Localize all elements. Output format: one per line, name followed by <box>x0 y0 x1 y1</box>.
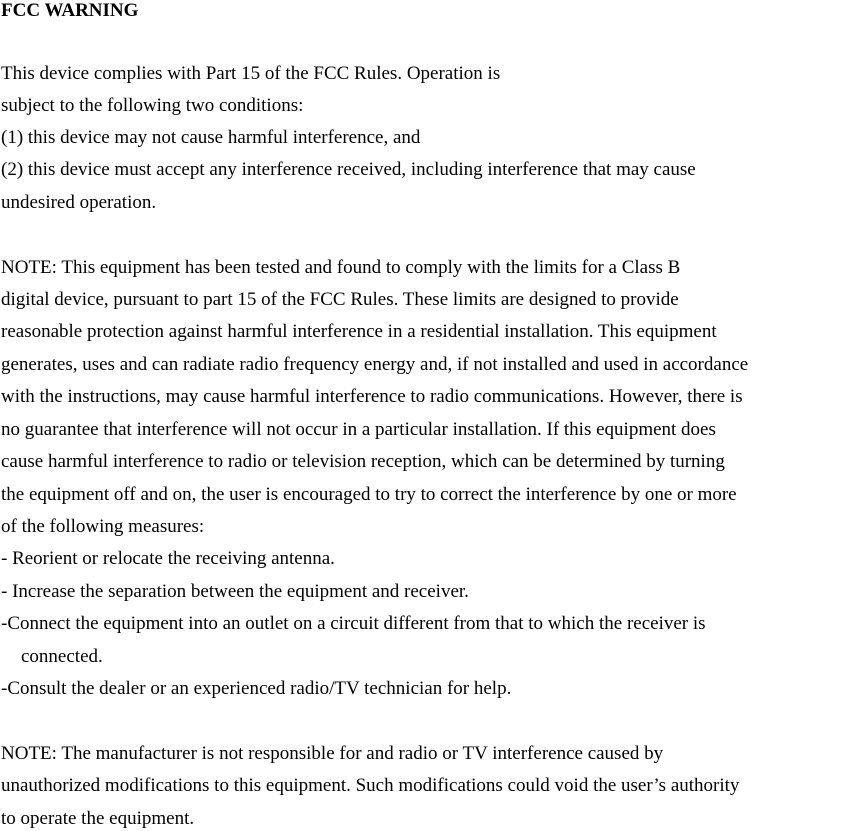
condition-1-line: (1) this device may not cause harmful interference, and <box>1 127 421 148</box>
condition-2-line-cont: undesired operation. <box>1 192 157 213</box>
note-line-5: with the instructions, may cause harmful interference to radio communications. However, there is <box>1 386 743 407</box>
measure-connect-outlet: -Connect the equipment into an outlet on a circuit different from that to which the receiver is <box>1 613 706 634</box>
document-title: FCC WARNING <box>1 0 139 21</box>
measure-increase-separation: - Increase the separation between the equipment and receiver. <box>1 581 469 602</box>
note-line-7: cause harmful interference to radio or television reception, which can be determined by turning <box>1 451 725 472</box>
note-line-6: no guarantee that interference will not occur in a particular installation. If this equipment does <box>1 419 716 440</box>
measure-connect-outlet-cont: connected. <box>21 646 103 667</box>
compliance-line-2: subject to the following two conditions: <box>1 95 304 116</box>
manufacturer-note-line-1: NOTE: The manufacturer is not responsible for and radio or TV interference caused by <box>1 743 664 764</box>
measure-consult-dealer: -Consult the dealer or an experienced radio/TV technician for help. <box>1 678 512 699</box>
note-line-8: the equipment off and on, the user is encouraged to try to correct the interference by one or more <box>1 484 737 505</box>
note-line-1: NOTE: This equipment has been tested and found to comply with the limits for a Class B <box>1 257 681 278</box>
note-line-3: reasonable protection against harmful interference in a residential installation. This equipment <box>1 321 717 342</box>
note-line-4: generates, uses and can radiate radio frequency energy and, if not installed and used in accordance <box>1 354 749 375</box>
manufacturer-note-line-3: to operate the equipment. <box>1 808 195 829</box>
compliance-line-1: This device complies with Part 15 of the FCC Rules. Operation is <box>1 63 501 84</box>
note-line-9: of the following measures: <box>1 516 205 537</box>
measure-reorient: - Reorient or relocate the receiving antenna. <box>1 548 335 569</box>
condition-2-line: (2) this device must accept any interference received, including interference that may cause <box>1 159 696 180</box>
manufacturer-note-line-2: unauthorized modifications to this equipment. Such modifications could void the user’s authority <box>1 775 740 796</box>
note-line-2: digital device, pursuant to part 15 of the FCC Rules. These limits are designed to provide <box>1 289 679 310</box>
